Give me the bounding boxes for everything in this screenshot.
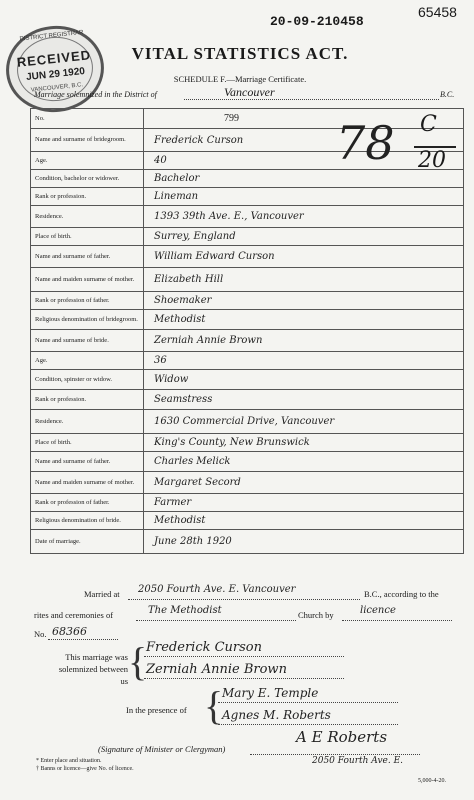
- footnotes: [36, 758, 134, 774]
- stamp-top-text: DISTRICT REGISTRAR: [19, 29, 84, 43]
- file-number: 65458: [418, 4, 457, 20]
- rites-line: [136, 620, 296, 621]
- stamp-date: JUN 29 1920: [25, 65, 86, 84]
- rites-label: rites and ceremonies of: [34, 610, 114, 620]
- field-label: Residence.: [31, 410, 144, 434]
- field-value: Frederick Curson: [144, 129, 464, 152]
- received-stamp: [2, 21, 108, 117]
- field-row: [31, 170, 464, 188]
- field-value: 799: [144, 109, 464, 129]
- church-label: Church by: [298, 610, 334, 620]
- groom-signature: Frederick Curson: [146, 640, 263, 655]
- solemnized-brace: {: [128, 639, 148, 684]
- field-value: Margaret Secord: [144, 472, 464, 494]
- field-value: Methodist: [144, 512, 464, 530]
- field-label: Rank or profession of father.: [31, 292, 144, 310]
- licence-line: [48, 639, 118, 640]
- presence-label: In the presence of: [126, 705, 187, 715]
- field-row: [31, 410, 464, 434]
- church-value: licence: [360, 605, 396, 616]
- field-value: Bachelor: [144, 170, 464, 188]
- married-at-suffix: B.C., according to the: [364, 589, 439, 599]
- field-row: [31, 188, 464, 206]
- field-label: Place of birth.: [31, 228, 144, 246]
- field-label: Place of birth.: [31, 434, 144, 452]
- field-label: Name and surname of father.: [31, 246, 144, 268]
- licence-value: 68366: [52, 625, 87, 638]
- field-label: Rank or profession.: [31, 390, 144, 410]
- field-value: William Edward Curson: [144, 246, 464, 268]
- field-row: [31, 494, 464, 512]
- field-row: [31, 434, 464, 452]
- district-line: [184, 99, 439, 100]
- district-suffix: B.C.: [440, 90, 455, 99]
- bride-signature: Zerniah Annie Brown: [146, 662, 287, 677]
- footnote-1: * Enter place and situation.: [36, 758, 102, 764]
- field-label: Date of marriage.: [31, 530, 144, 554]
- bride-signature-line: [144, 678, 344, 679]
- field-row: [31, 152, 464, 170]
- field-label: Age.: [31, 352, 144, 370]
- field-value: June 28th 1920: [144, 530, 464, 554]
- field-row: [31, 109, 464, 129]
- document-title: VITAL STATISTICS ACT.: [131, 44, 349, 63]
- field-label: Name and surname of father.: [31, 452, 144, 472]
- field-row: [31, 370, 464, 390]
- witness-1-signature: Mary E. Temple: [222, 686, 319, 700]
- field-value: 40: [144, 152, 464, 170]
- field-row: [31, 310, 464, 330]
- margin-fraction-top: C: [420, 112, 437, 137]
- minister-label: (Signature of Minister or Clergyman): [98, 744, 226, 754]
- field-value: Charles Melick: [144, 452, 464, 472]
- witness-2-signature: Agnes M. Roberts: [222, 708, 331, 722]
- licence-label: No.: [34, 629, 47, 639]
- field-row: [31, 452, 464, 472]
- field-label: Residence.: [31, 206, 144, 228]
- field-value: Farmer: [144, 494, 464, 512]
- witness-1-line: [218, 702, 398, 703]
- form-code: 5,000-4-20.: [418, 778, 446, 784]
- church-line: [342, 620, 452, 621]
- field-label: Rank or profession.: [31, 188, 144, 206]
- stamp-received-text: RECEIVED: [16, 47, 92, 70]
- field-label: No.: [31, 109, 144, 129]
- field-row: [31, 246, 464, 268]
- field-label: Name and surname of bridegroom.: [31, 129, 144, 152]
- field-row: [31, 512, 464, 530]
- field-row: [31, 390, 464, 410]
- field-label: Rank or profession of father.: [31, 494, 144, 512]
- witness-2-line: [218, 724, 398, 725]
- field-row: [31, 268, 464, 292]
- minister-line: [250, 754, 420, 755]
- field-label: Religious denomination of bridegroom.: [31, 310, 144, 330]
- field-row: [31, 228, 464, 246]
- field-value: Widow: [144, 370, 464, 390]
- district-value: Vancouver: [224, 85, 275, 99]
- field-value: 1630 Commercial Drive, Vancouver: [144, 410, 464, 434]
- field-row: [31, 292, 464, 310]
- field-label: Condition, bachelor or widower.: [31, 170, 144, 188]
- field-value: Methodist: [144, 310, 464, 330]
- field-value: Elizabeth Hill: [144, 268, 464, 292]
- stamp-bottom-text: VANCOUVER, B.C.: [30, 82, 84, 94]
- field-label: Condition, spinster or widow.: [31, 370, 144, 390]
- field-value: Surrey, England: [144, 228, 464, 246]
- field-value: 36: [144, 352, 464, 370]
- field-label: Name and maiden surname of mother.: [31, 472, 144, 494]
- field-row: [31, 472, 464, 494]
- field-label: Name and surname of bride.: [31, 330, 144, 352]
- married-at-line: [128, 599, 360, 600]
- margin-number: 78: [336, 116, 395, 170]
- rites-value: The Methodist: [148, 605, 222, 616]
- field-label: Name and maiden surname of mother.: [31, 268, 144, 292]
- field-label: Religious denomination of bride.: [31, 512, 144, 530]
- footnote-2: † Banns or licence—give No. of licence.: [36, 765, 134, 772]
- field-row: [31, 530, 464, 554]
- field-row: [31, 352, 464, 370]
- field-value: Seamstress: [144, 390, 464, 410]
- field-value: 1393 39th Ave. E., Vancouver: [144, 206, 464, 228]
- field-value: Lineman: [144, 188, 464, 206]
- field-row: [31, 206, 464, 228]
- field-value: King's County, New Brunswick: [144, 434, 464, 452]
- schedule-heading: SCHEDULE F.—Marriage Certificate.: [173, 74, 307, 84]
- certificate-table: [30, 108, 464, 554]
- margin-fraction-bottom: 20: [418, 148, 446, 173]
- married-at-label: Married at: [84, 589, 120, 599]
- field-row: [31, 330, 464, 352]
- district-label: Marriage solemnized in the District of: [34, 90, 157, 99]
- registration-number: 20-09-210458: [270, 14, 364, 29]
- minister-address: 2050 Fourth Ave. E.: [312, 756, 404, 766]
- married-at-value: 2050 Fourth Ave. E. Vancouver: [138, 584, 296, 595]
- field-row: [31, 129, 464, 152]
- field-value: Zerniah Annie Brown: [144, 330, 464, 352]
- solemnized-label: This marriage was solemnized between us: [58, 652, 128, 686]
- district-row: [34, 85, 464, 99]
- presence-brace: {: [204, 683, 224, 728]
- field-label: Age.: [31, 152, 144, 170]
- groom-signature-line: [144, 656, 344, 657]
- minister-signature: A E Roberts: [296, 728, 388, 746]
- field-value: Shoemaker: [144, 292, 464, 310]
